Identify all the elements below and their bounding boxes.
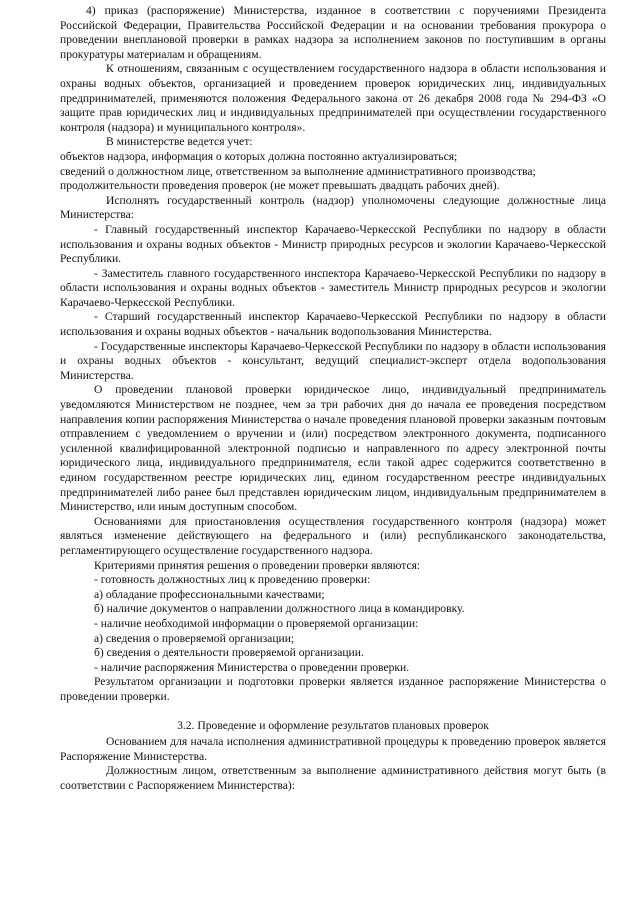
paragraph-result: Результатом организации и подготовки проверки является изданное распоряжение Министерства о проведении проверки. — [60, 675, 606, 703]
section-heading-3-2: 3.2. Проведение и оформление результатов плановых проверок — [177, 718, 489, 732]
list-item-state-inspectors: - Государственные инспекторы Карачаево-Черкесской Республики по надзору в области использования и охраны водных объектов - консультант, ведущий специалист-эксперт отдела водопользования Министерства. — [60, 339, 606, 382]
list-item-travel-documents: б) наличие документов о направлении должностного лица в командировку. — [94, 602, 465, 616]
paragraph-notification: О проведении плановой проверки юридическое лицо, индивидуальный предприниматель уведомляются Министерством не позднее, чем за три рабочих дня до начала ее проведения посредством направления копии распоряжения Министерства о начале проведения плановой проверки заказным почтовым отправлением с уведомлением о вручении и (или) посредством электронного документа, подписанного усиленной квалифицированной электронной подписью и направленного по адресу электронной почты юридического лица, индивидуального предпринимателя, если такой адрес содержится соответственно в едином государственном реестре юридических лиц, едином государственном реестре индивидуальных предпринимателей либо ранее был представлен юридическим лицом, индивидуальным предпринимателем в Министерство, или иным доступным способом. — [60, 383, 606, 514]
list-item-readiness: - готовность должностных лиц к проведению проверки: — [94, 573, 371, 587]
list-item-official: сведений о должностном лице, ответственном за выполнение административного производства; — [60, 164, 536, 178]
list-item-chief-inspector: - Главный государственный инспектор Карачаево-Черкесской Республики по надзору в области использования и охраны водных объектов - Министр природных ресурсов и экологии Карачаево-Черкесской Республики. — [60, 222, 606, 266]
paragraph-criteria: Критериями принятия решения о проведении проверки являются: — [94, 558, 421, 572]
list-item-order: - наличие распоряжения Министерства о проведении проверки. — [94, 660, 410, 674]
paragraph-suspension-grounds: Основаниями для приостановления осуществления государственного контроля (надзора) может являться изменение действующего на федерального и (или) республиканского законодательства, регламентирующего осуществление государственного надзора. — [60, 514, 606, 557]
list-item-qualities: а) обладание профессиональными качествами; — [94, 587, 325, 601]
list-item-org-activity: б) сведения о деятельности проверяемой организации. — [94, 646, 364, 660]
paragraph-relations: К отношениям, связанным с осуществлением государственного надзора в области использования и охраны водных объектов, организацией и проведением проверок юридических лиц, индивидуальных предпринимателей, применяются положения Федерального закона от 26 декабря 2008 года № 294-ФЗ «О защите прав юридических лиц и индивидуальных предпринимателей при осуществлении государственного контроля (надзора) и муниципального контроля». — [60, 62, 606, 134]
list-item-information: - наличие необходимой информации о проверяемой организации: — [94, 616, 419, 630]
list-item-senior-inspector: - Старший государственный инспектор Карачаево-Черкесской Республики по надзору в области использования и охраны водных объектов - начальник водопользования Министерства. — [60, 310, 606, 339]
list-item-objects: объектов надзора, информация о которых должна постоянно актуализироваться; — [60, 149, 458, 163]
list-item-deputy-inspector: - Заместитель главного государственного инспектора Карачаево-Черкесской Республики по надзору в области использования и охраны водных объектов - заместитель Министр природных ресурсов и экологии Карачаево-Черкесской Республики. — [60, 266, 606, 309]
paragraph-responsible-official: Должностным лицом, ответственным за выполнение административного действия могут быть (в соответствии с Распоряжением Министерства): — [60, 764, 606, 792]
paragraph-accounting-intro: В министерстве ведется учет: — [106, 135, 253, 149]
paragraph-basis: Основанием для начала исполнения административной процедуры к проведению проверок является Распоряжение Министерства. — [60, 735, 606, 763]
paragraph-authorized-officials: Исполнять государственный контроль (надзор) уполномочены следующие должностные лица Министерства: — [60, 193, 606, 222]
list-item-org-info: а) сведения о проверяемой организации; — [94, 631, 295, 645]
list-item-duration: продолжительности проведения проверок (не может превышать двадцать рабочих дней). — [60, 179, 500, 193]
paragraph-order-item-4: 4) приказ (распоряжение) Министерства, изданное в соответствии с поручениями Президента Российской Федерации, Правительства Российской Федерации и на основании требования прокурора о проведении внеплановой проверки в рамках надзора за исполнением законов по поступившим в органы прокуратуры материалам и обращениям. — [60, 4, 606, 61]
